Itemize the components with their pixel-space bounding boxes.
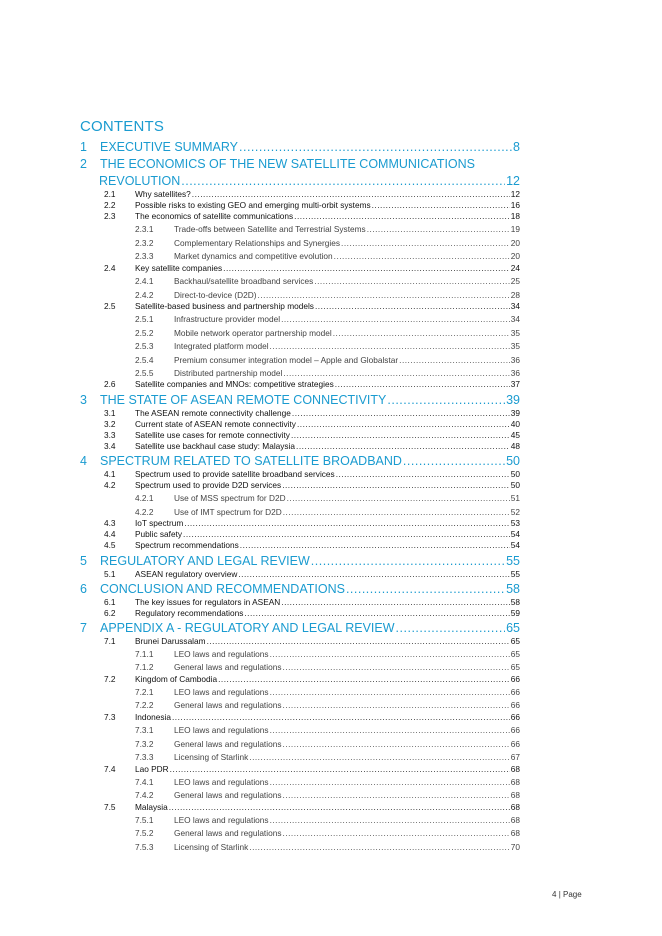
toc-entry[interactable] (135, 493, 520, 504)
toc-dot-leader (172, 712, 510, 722)
toc-entry-title: EXECUTIVE SUMMARY (100, 140, 238, 154)
toc-entry-title: Integrated platform model (174, 341, 269, 351)
toc-entry[interactable] (104, 597, 520, 608)
toc-entry-page: 45 (510, 430, 520, 440)
toc-dot-leader (207, 636, 510, 646)
toc-entry-number: 7.3.2 (135, 739, 154, 749)
toc-entry-page: 20 (510, 238, 520, 248)
toc-entry-title: Premium consumer integration model – Apple and Globalstar (174, 355, 399, 365)
toc-dot-leader (282, 828, 509, 838)
toc-entry-page: 65 (510, 662, 520, 672)
toc-entry[interactable] (104, 712, 520, 723)
toc-entry[interactable] (104, 636, 520, 647)
toc-entry-number: 5 (80, 554, 87, 568)
toc-entry[interactable] (104, 540, 520, 551)
toc-entry-number: 2.4 (104, 263, 116, 273)
toc-entry-title: Backhaul/satellite broadband services (174, 276, 314, 286)
toc-entry-page: 66 (510, 739, 520, 749)
toc-entry-page: 55 (510, 569, 520, 579)
toc-entry-page: 65 (510, 636, 520, 646)
toc-entry-title: Licensing of Starlink (174, 752, 249, 762)
toc-entry[interactable] (104, 608, 520, 619)
toc-dot-leader (270, 687, 510, 697)
footer-page-number: 4 (552, 890, 557, 899)
toc-dot-leader (183, 529, 510, 539)
toc-entry-page: 40 (510, 419, 520, 429)
toc-dot-leader (192, 189, 510, 199)
footer-page-label: Page (563, 890, 582, 899)
toc-entry-number: 3.1 (104, 408, 116, 418)
toc-entry[interactable] (104, 529, 520, 540)
toc-entry-number: 7.2 (104, 674, 116, 684)
toc-entry[interactable] (104, 263, 520, 274)
toc-entry-number: 2.3 (104, 211, 116, 221)
toc-entry[interactable] (104, 518, 520, 529)
toc-entry[interactable] (104, 301, 520, 312)
toc-entry-title: Satellite use cases for remote connectivity (135, 430, 290, 440)
toc-entry[interactable] (104, 419, 520, 430)
toc-entry-title: Key satellite companies (135, 263, 223, 273)
toc-entry-page: 68 (510, 777, 520, 787)
toc-entry-title: The key issues for regulators in ASEAN (135, 597, 281, 607)
toc-entry-page: 12 (510, 189, 520, 199)
toc-entry-page: 8 (513, 140, 520, 154)
toc-entry-page: 18 (510, 211, 520, 221)
toc-dot-leader (296, 441, 510, 451)
toc-entry-page: 68 (510, 815, 520, 825)
toc-entry-page: 55 (506, 554, 520, 568)
toc-entry-number: 7.5 (104, 802, 116, 812)
toc-entry-number: 2.5.4 (135, 355, 154, 365)
toc-entry-page: 20 (510, 251, 520, 261)
toc-entry-title: General laws and regulations (174, 700, 282, 710)
toc-entry-title: The economics of satellite communications (135, 211, 294, 221)
toc-dot-leader (311, 554, 505, 568)
toc-dot-leader (249, 752, 510, 762)
toc-entry-title: LEO laws and regulations (174, 777, 269, 787)
toc-dot-leader (223, 263, 510, 273)
toc-dot-leader (367, 224, 510, 234)
toc-entry[interactable] (135, 314, 520, 325)
toc-entry-number: 6.1 (104, 597, 116, 607)
toc-entry-page: 37 (510, 379, 520, 389)
toc-entry-page: 39 (506, 393, 520, 407)
toc-entry-number: 2.3.2 (135, 238, 154, 248)
toc-entry[interactable] (104, 430, 520, 441)
toc-entry-number: 7.4 (104, 764, 116, 774)
toc-entry[interactable] (104, 408, 520, 419)
toc-entry-page: 51 (510, 493, 520, 503)
toc-dot-leader (336, 469, 510, 479)
toc-entry-number: 7.2.2 (135, 700, 154, 710)
toc-dot-leader (287, 493, 510, 503)
toc-dot-leader (170, 764, 510, 774)
toc-entry-number: 7.5.1 (135, 815, 154, 825)
toc-entry-page: 54 (510, 540, 520, 550)
toc-entry[interactable] (104, 211, 520, 222)
toc-entry-title: Infrastructure provider model (174, 314, 281, 324)
toc-entry[interactable] (135, 828, 520, 839)
toc-entry-page: 66 (510, 674, 520, 684)
toc-entry-number: 4.4 (104, 529, 116, 539)
toc-entry[interactable] (80, 157, 520, 174)
toc-entry-number: 2.3.3 (135, 251, 154, 261)
toc-dot-leader (258, 290, 510, 300)
toc-entry[interactable] (104, 469, 520, 480)
toc-entry-page: 48 (510, 441, 520, 451)
toc-entry-number: 1 (80, 140, 87, 154)
toc-entry[interactable] (135, 251, 520, 262)
toc-entry-title: Why satellites? (135, 189, 191, 199)
toc-entry-number: 2.1 (104, 189, 116, 199)
toc-entry-title: Kingdom of Cambodia (135, 674, 218, 684)
toc-entry[interactable] (135, 276, 520, 287)
toc-dot-leader (335, 379, 510, 389)
toc-entry-page: 36 (510, 355, 520, 365)
toc-entry-page: 59 (510, 608, 520, 618)
toc-entry-title: Spectrum recommendations (135, 540, 239, 550)
toc-entry[interactable] (135, 725, 520, 736)
toc-dot-leader (399, 355, 510, 365)
toc-dot-leader (283, 368, 509, 378)
contents-title: CONTENTS (80, 118, 165, 135)
toc-entry[interactable] (135, 290, 520, 301)
toc-dot-leader (314, 276, 509, 286)
toc-dot-leader (281, 597, 510, 607)
toc-entry-number: 4 (80, 454, 87, 468)
toc-entry-page: 52 (510, 507, 520, 517)
toc-entry-number: 7.3.3 (135, 752, 154, 762)
toc-entry-number: 7.5.2 (135, 828, 154, 838)
toc-entry[interactable] (104, 569, 520, 580)
toc-entry-number: 3 (80, 393, 87, 407)
toc-entry-title: LEO laws and regulations (174, 649, 269, 659)
toc-entry[interactable] (135, 700, 520, 711)
toc-entry[interactable] (135, 238, 520, 249)
toc-entry[interactable] (104, 802, 520, 813)
toc-entry-number: 4.3 (104, 518, 116, 528)
toc-entry[interactable] (135, 341, 520, 352)
toc-entry[interactable] (104, 200, 520, 211)
toc-dot-leader (372, 200, 510, 210)
toc-entry-title: General laws and regulations (174, 828, 282, 838)
toc-entry[interactable] (104, 189, 520, 200)
toc-entry-title: Use of MSS spectrum for D2D (174, 493, 286, 503)
toc-dot-leader (238, 569, 509, 579)
toc-dot-leader (334, 251, 510, 261)
toc-entry-title: Direct-to-device (D2D) (174, 290, 257, 300)
toc-entry[interactable] (135, 224, 520, 235)
toc-entry[interactable] (135, 790, 520, 801)
toc-entry-page: 16 (510, 200, 520, 210)
toc-entry-page: 66 (510, 687, 520, 697)
toc-entry[interactable] (135, 739, 520, 750)
toc-entry-title: Current state of ASEAN remote connectivity (135, 419, 296, 429)
toc-entry-number: 2.3.1 (135, 224, 154, 234)
toc-entry-page: 66 (510, 725, 520, 735)
toc-entry[interactable] (135, 649, 520, 660)
toc-dot-leader (270, 815, 510, 825)
toc-entry-title: REGULATORY AND LEGAL REVIEW (100, 554, 310, 568)
toc-dot-leader (181, 174, 505, 188)
toc-entry-title: Distributed partnership model (174, 368, 283, 378)
toc-entry[interactable] (135, 355, 520, 366)
toc-entry-page: 35 (510, 328, 520, 338)
toc-entry-number: 7.4.2 (135, 790, 154, 800)
toc-entry-title: Market dynamics and competitive evolution (174, 251, 333, 261)
toc-entry-title: CONCLUSION AND RECOMMENDATIONS (100, 582, 345, 596)
toc-entry-title: Satellite companies and MNOs: competitive strategies (135, 379, 334, 389)
toc-entry[interactable] (135, 368, 520, 379)
toc-entry-title: Brunei Darussalam (135, 636, 206, 646)
toc-dot-leader (282, 790, 509, 800)
toc-dot-leader (282, 662, 509, 672)
toc-entry-title: SPECTRUM RELATED TO SATELLITE BROADBAND (100, 454, 402, 468)
toc-entry-number: 4.2.2 (135, 507, 154, 517)
toc-dot-leader (270, 777, 510, 787)
toc-entry-title: LEO laws and regulations (174, 725, 269, 735)
toc-entry-number: 2.2 (104, 200, 116, 210)
toc-entry-number: 7.3.1 (135, 725, 154, 735)
toc-entry-page: 34 (510, 314, 520, 324)
toc-entry-title: ASEAN regulatory overview (135, 569, 238, 579)
toc-entry-page: 39 (510, 408, 520, 418)
toc-entry-title: THE STATE OF ASEAN REMOTE CONNECTIVITY (100, 393, 387, 407)
toc-entry-number: 2.5.3 (135, 341, 154, 351)
toc-entry-number: 7.1 (104, 636, 116, 646)
toc-dot-leader (281, 314, 510, 324)
toc-entry-page: 12 (506, 174, 520, 188)
toc-dot-leader (294, 211, 510, 221)
toc-dot-leader (346, 582, 505, 596)
toc-dot-leader (282, 700, 509, 710)
toc-entry-page: 65 (506, 621, 520, 635)
toc-entry-page: 25 (510, 276, 520, 286)
toc-entry-title: Trade-offs between Satellite and Terrestrial Systems (174, 224, 366, 234)
toc-entry-number: 2.6 (104, 379, 116, 389)
toc-entry-page: 58 (506, 582, 520, 596)
toc-entry-page: 50 (506, 454, 520, 468)
toc-dot-leader (270, 725, 510, 735)
toc-entry-title: APPENDIX A - REGULATORY AND LEGAL REVIEW (100, 621, 395, 635)
toc-entry-title: Licensing of Starlink (174, 842, 249, 852)
toc-entry-number: 4.5 (104, 540, 116, 550)
toc-dot-leader (282, 739, 509, 749)
page-footer (552, 890, 582, 899)
toc-entry-number: 4.2.1 (135, 493, 154, 503)
toc-entry-page: 68 (510, 764, 520, 774)
toc-entry[interactable] (104, 674, 520, 685)
toc-entry-page: 68 (510, 802, 520, 812)
toc-entry-number: 2.5.2 (135, 328, 154, 338)
toc-entry-title: Possible risks to existing GEO and emerging multi-orbit systems (135, 200, 371, 210)
toc-entry-page: 34 (510, 301, 520, 311)
toc-entry-page: 68 (510, 828, 520, 838)
toc-entry-title: Complementary Relationships and Synergies (174, 238, 341, 248)
toc-entry[interactable] (135, 687, 520, 698)
toc-dot-leader (244, 608, 509, 618)
toc-dot-leader (270, 341, 510, 351)
toc-entry-page: 58 (510, 597, 520, 607)
toc-entry-page: 66 (510, 700, 520, 710)
toc-dot-leader (403, 454, 505, 468)
toc-entry-title: Malaysia (135, 802, 168, 812)
toc-dot-leader (169, 802, 510, 812)
toc-entry-title: General laws and regulations (174, 790, 282, 800)
toc-entry[interactable] (104, 379, 520, 390)
toc-entry-page: 68 (510, 790, 520, 800)
toc-entry-title: Regulatory recommendations (135, 608, 244, 618)
toc-entry-number: 2 (80, 157, 87, 171)
toc-entry-title: Mobile network operator partnership model (174, 328, 332, 338)
toc-entry[interactable] (135, 777, 520, 788)
toc-entry-title: Public safety (135, 529, 183, 539)
toc-entry-title: General laws and regulations (174, 662, 282, 672)
toc-entry-page: 19 (510, 224, 520, 234)
toc-dot-leader (291, 430, 510, 440)
toc-dot-leader (270, 649, 510, 659)
toc-entry[interactable] (135, 328, 520, 339)
toc-entry-page: 65 (510, 649, 520, 659)
toc-entry-title: IoT spectrum (135, 518, 184, 528)
toc-entry-number: 7.3 (104, 712, 116, 722)
toc-entry-title: General laws and regulations (174, 739, 282, 749)
toc-entry-title: Use of IMT spectrum for D2D (174, 507, 282, 517)
toc-entry-number: 3.2 (104, 419, 116, 429)
toc-entry-number: 3.3 (104, 430, 116, 440)
toc-entry[interactable] (135, 815, 520, 826)
toc-entry-title: Spectrum used to provide satellite broadband services (135, 469, 335, 479)
toc-entry-number: 7.5.3 (135, 842, 154, 852)
toc-entry-number: 3.4 (104, 441, 116, 451)
toc-entry-title: Indonesia (135, 712, 171, 722)
toc-entry-number: 4.2 (104, 480, 116, 490)
toc-dot-leader (239, 140, 512, 154)
toc-entry-page: 35 (510, 341, 520, 351)
toc-dot-leader (297, 419, 510, 429)
toc-entry-page: 50 (510, 480, 520, 490)
toc-entry[interactable] (80, 140, 520, 157)
toc-entry-number: 6 (80, 582, 87, 596)
toc-dot-leader (341, 238, 510, 248)
toc-entry-page: 70 (510, 842, 520, 852)
toc-entry-number: 7.2.1 (135, 687, 154, 697)
toc-entry-title: Spectrum used to provide D2D services (135, 480, 282, 490)
toc-dot-leader (315, 301, 510, 311)
toc-entry[interactable] (104, 480, 520, 491)
toc-entry-page: 50 (510, 469, 520, 479)
toc-entry-page: 36 (510, 368, 520, 378)
toc-dot-leader (396, 621, 506, 635)
toc-entry-number: 2.4.2 (135, 290, 154, 300)
toc-entry-page: 66 (510, 712, 520, 722)
toc-dot-leader (184, 518, 510, 528)
toc-entry[interactable] (135, 662, 520, 673)
toc-entry-title: LEO laws and regulations (174, 687, 269, 697)
toc-entry[interactable] (135, 752, 520, 763)
toc-entry-number: 7.1.1 (135, 649, 154, 659)
toc-entry-number: 2.4.1 (135, 276, 154, 286)
toc-entry-number: 4.1 (104, 469, 116, 479)
toc-entry-page: 67 (510, 752, 520, 762)
toc-dot-leader (283, 507, 510, 517)
toc-dot-leader (240, 540, 510, 550)
toc-entry-title: THE ECONOMICS OF THE NEW SATELLITE COMMUNICATIONS (100, 157, 476, 171)
toc-entry-title: LEO laws and regulations (174, 815, 269, 825)
toc-entry-number: 5.1 (104, 569, 116, 579)
toc-entry[interactable] (135, 842, 520, 853)
toc-entry-number: 7 (80, 621, 87, 635)
toc-entry[interactable] (104, 441, 520, 452)
toc-entry-page: 54 (510, 529, 520, 539)
toc-entry-title: Lao PDR (135, 764, 169, 774)
toc-entry-title: Satellite-based business and partnership models (135, 301, 314, 311)
toc-entry-title: Satellite use backhaul case study: Malaysia (135, 441, 296, 451)
toc-entry-number: 2.5 (104, 301, 116, 311)
toc-dot-leader (218, 674, 510, 684)
toc-entry-number: 6.2 (104, 608, 116, 618)
toc-dot-leader (387, 393, 505, 407)
toc-entry-page: 24 (510, 263, 520, 273)
toc-entry-title: The ASEAN remote connectivity challenge (135, 408, 291, 418)
toc-entry-page: 28 (510, 290, 520, 300)
footer-separator: | (558, 890, 561, 899)
toc-entry-number: 2.5.5 (135, 368, 154, 378)
toc-dot-leader (333, 328, 510, 338)
toc-dot-leader (249, 842, 510, 852)
toc-entry-number: 7.4.1 (135, 777, 154, 787)
toc-entry-page: 53 (510, 518, 520, 528)
toc-dot-leader (282, 480, 510, 490)
toc-entry[interactable] (135, 507, 520, 518)
toc-entry-title: REVOLUTION (99, 174, 181, 188)
toc-dot-leader (292, 408, 510, 418)
toc-entry[interactable] (104, 764, 520, 775)
toc-entry-number: 7.1.2 (135, 662, 154, 672)
toc-entry-number: 2.5.1 (135, 314, 154, 324)
